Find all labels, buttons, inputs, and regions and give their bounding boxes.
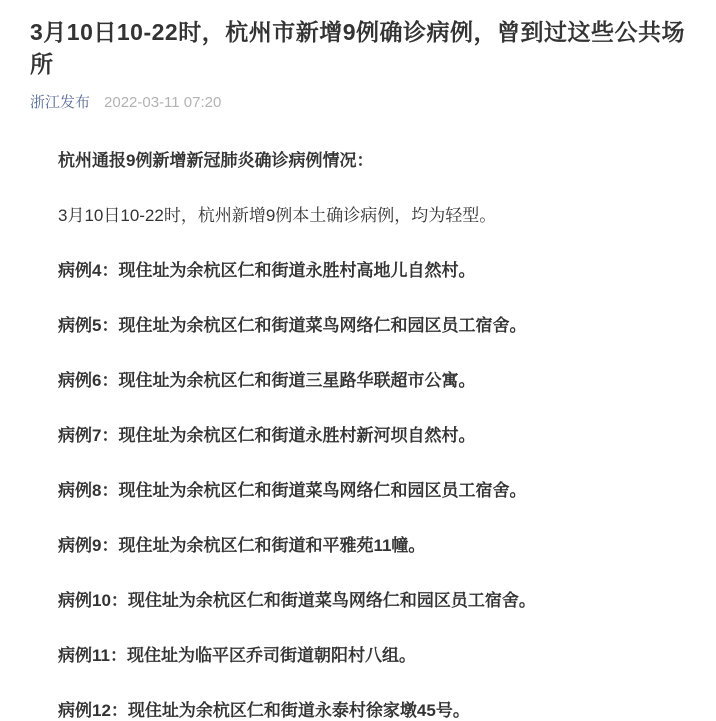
article-body [30, 151, 690, 721]
case-line-11: 病例11：现住址为临平区乔司街道朝阳村八组。 [58, 646, 416, 665]
case-line-10: 病例10：现住址为余杭区仁和街道菜鸟网络仁和园区员工宿舍。 [58, 591, 536, 610]
case-line-7: 病例7：现住址为余杭区仁和街道永胜村新河坝自然村。 [58, 426, 476, 445]
case-line-12: 病例12：现住址为余杭区仁和街道永泰村徐家墩45号。 [58, 701, 470, 720]
source-name-link[interactable]: 浙江发布 [30, 94, 91, 111]
case-line-9: 病例9：现住址为余杭区仁和街道和平雅苑11幢。 [58, 536, 426, 555]
case-line-6: 病例6：现住址为余杭区仁和街道三星路华联超市公寓。 [58, 371, 476, 390]
case-line-8: 病例8：现住址为余杭区仁和街道菜鸟网络仁和园区员工宿舍。 [58, 481, 527, 500]
article-lead: 杭州通报9例新增新冠肺炎确诊病例情况： [58, 151, 374, 170]
article-meta [30, 93, 690, 113]
case-line-4: 病例4：现住址为余杭区仁和街道永胜村高地儿自然村。 [58, 261, 476, 280]
article-intro: 3月10日10-22时，杭州新增9例本土确诊病例，均为轻型。 [58, 206, 497, 225]
article-title: 3月10日10-22时，杭州市新增9例确诊病例，曾到过这些公共场所 [30, 19, 685, 77]
case-line-5: 病例5：现住址为余杭区仁和街道菜鸟网络仁和园区员工宿舍。 [58, 316, 527, 335]
publish-time: 2022-03-11 07:20 [104, 94, 222, 111]
